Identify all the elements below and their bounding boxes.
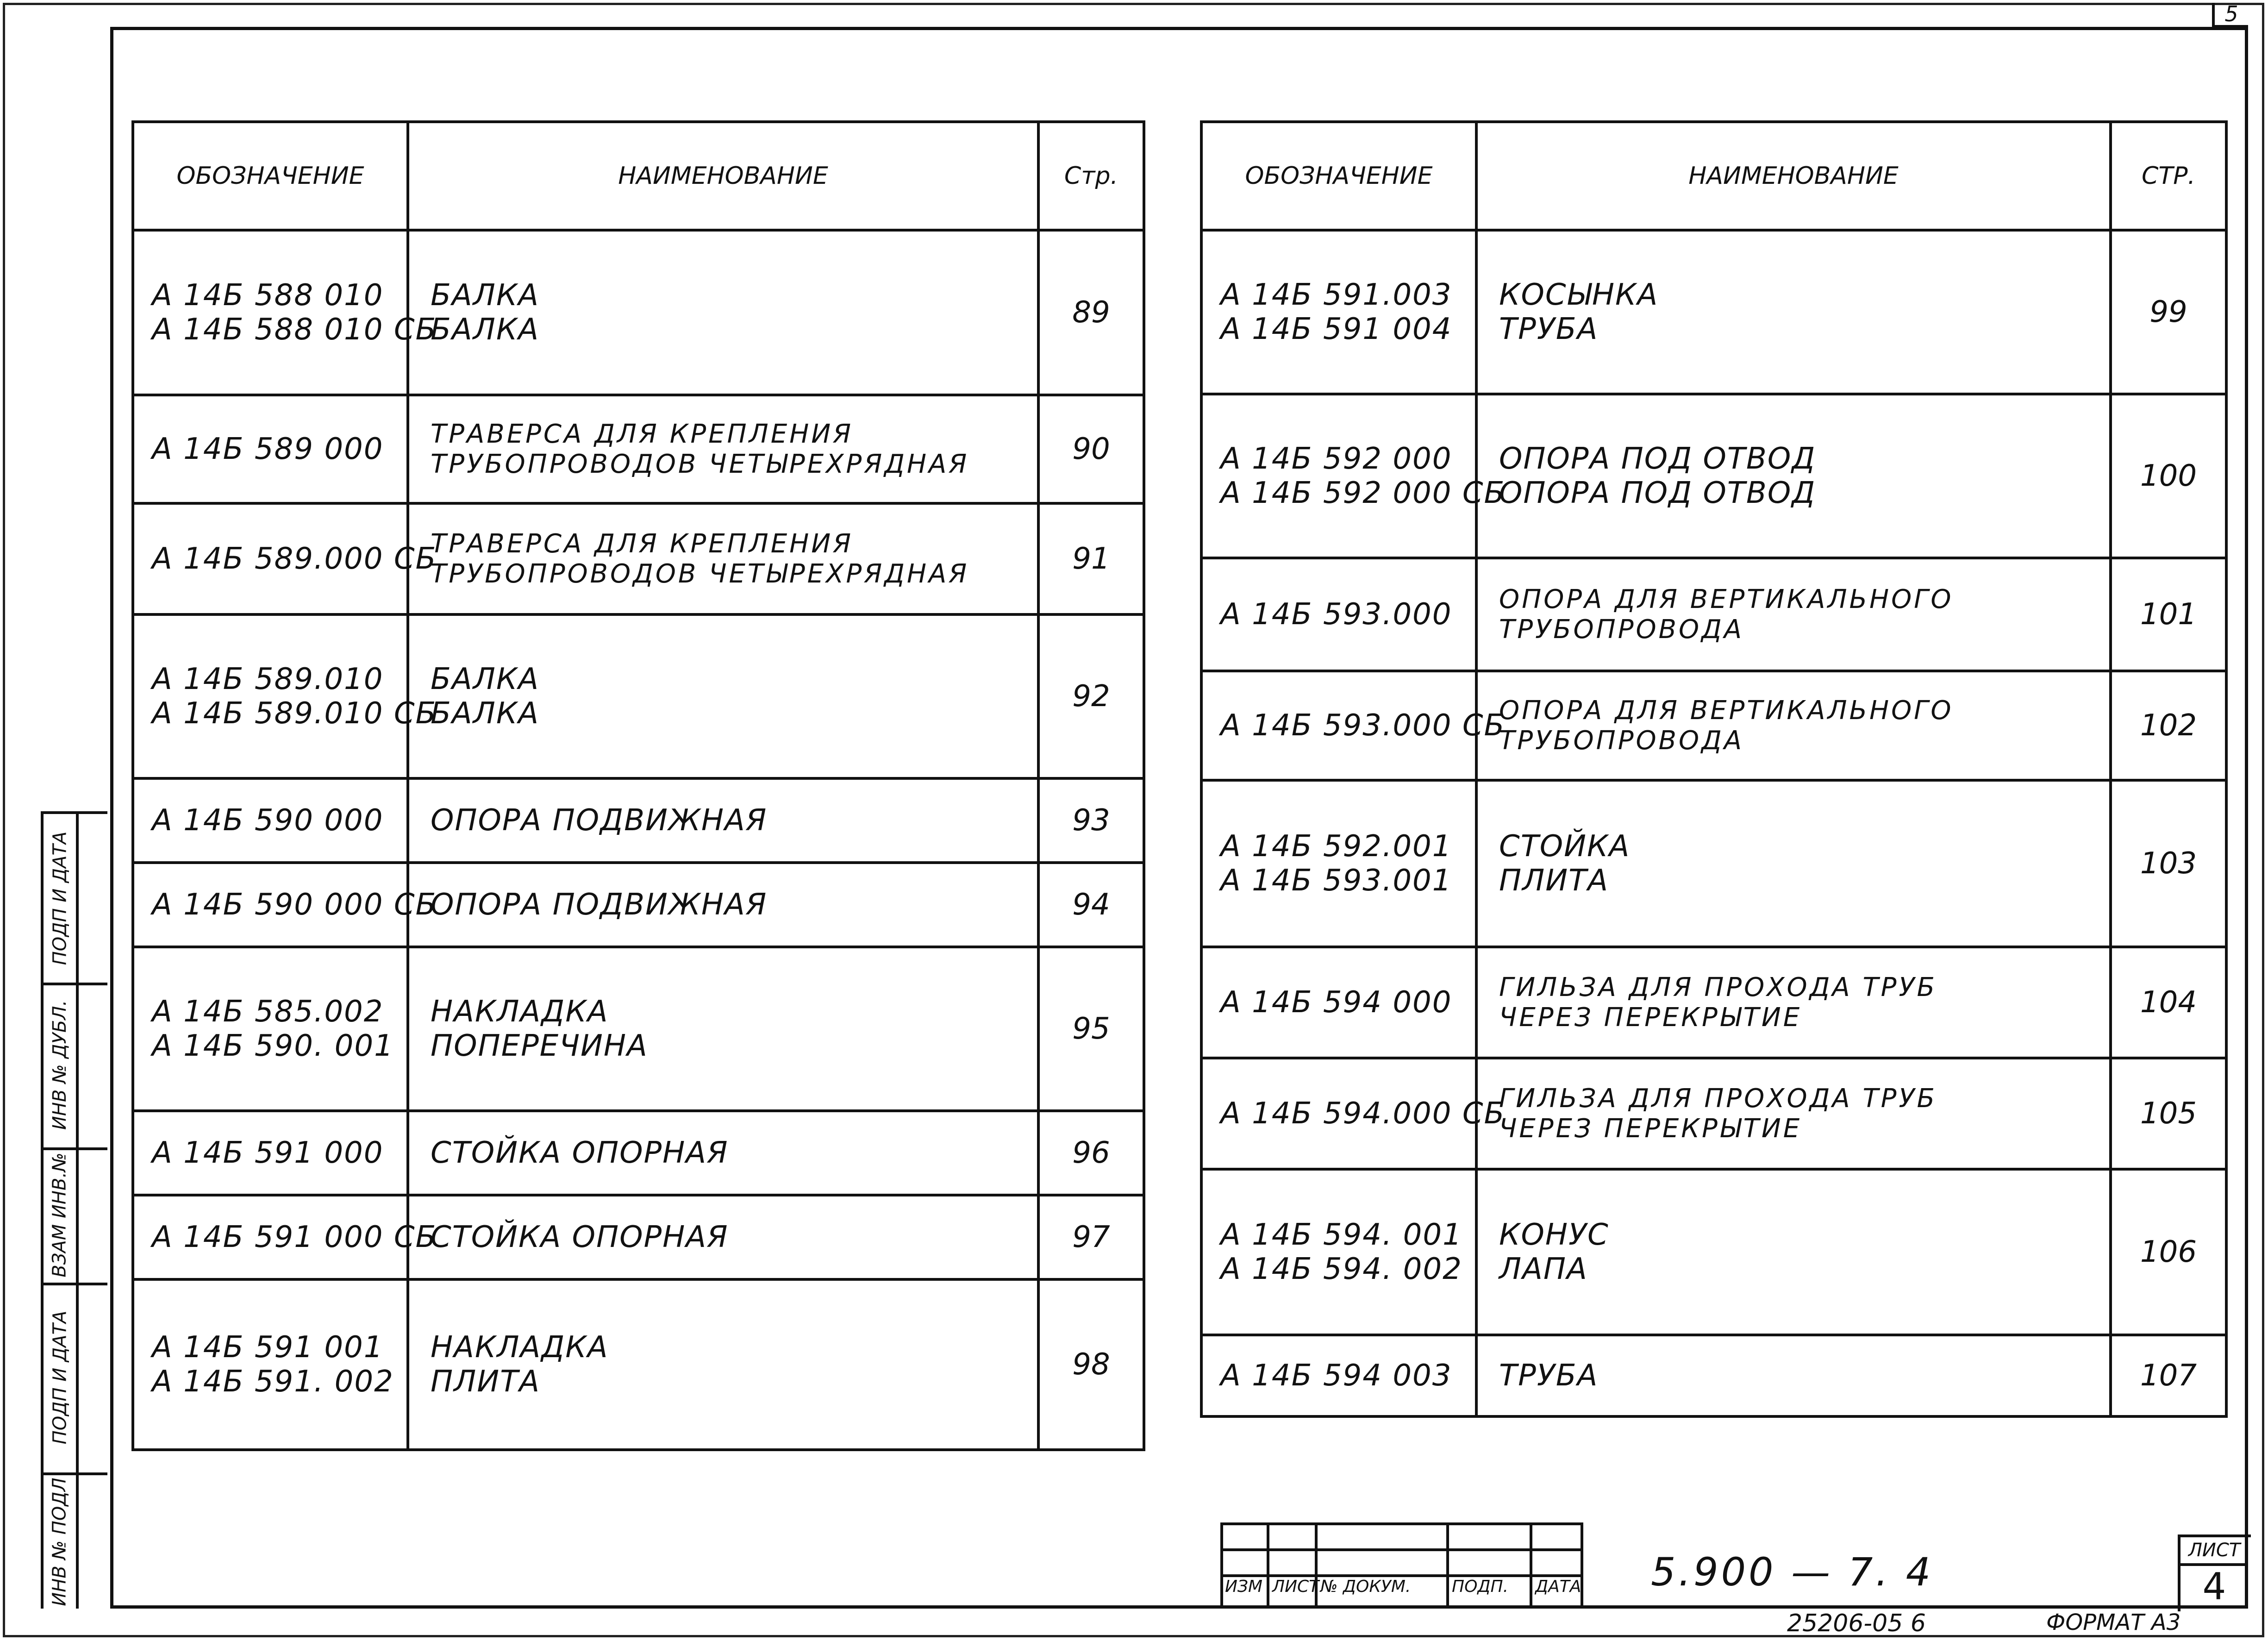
designation-text: А 14Б 594 000 <box>1220 985 1452 1020</box>
header-name: НАИМЕНОВАНИЕ <box>408 122 1038 230</box>
page-number: 98 <box>1072 1347 1110 1382</box>
designation-text: А 14Б 589.010 СБ <box>152 696 437 731</box>
format-label: ФОРМАТ А3 <box>2046 1610 2181 1635</box>
name-text: ТРАВЕРСА ДЛЯ КРЕПЛЕНИЯ <box>431 529 854 559</box>
table-row <box>1201 947 2226 1058</box>
designation-cell <box>133 395 408 503</box>
name-text: ЧЕРЕЗ ПЕРЕКРЫТИЕ <box>1499 1114 1802 1144</box>
page-number-cell <box>1038 503 1144 614</box>
designation-text: А 14Б 585.002 <box>152 995 384 1029</box>
table-row <box>1201 1058 2226 1169</box>
side-stamp-cell <box>44 1472 107 1611</box>
corner-sheet-number <box>2212 3 2248 28</box>
page-number-cell <box>2111 558 2226 671</box>
page-number: 90 <box>1072 432 1110 466</box>
page-number-cell <box>1038 1279 1144 1450</box>
designation-text: А 14Б 588 010 <box>152 278 384 313</box>
name-text: ОПОРА ПОД ОТВОД <box>1499 476 1816 510</box>
name-text: БАЛКА <box>431 696 540 731</box>
name-text: СТОЙКА ОПОРНАЯ <box>431 1136 729 1170</box>
designation-text: А 14Б 590 000 СБ <box>152 888 437 922</box>
name-text: ГИЛЬЗА ДЛЯ ПРОХОДА ТРУБ <box>1499 972 1937 1002</box>
page-number: 104 <box>2140 985 2197 1020</box>
page-number: 97 <box>1072 1220 1110 1254</box>
designation-cell <box>133 863 437 947</box>
name-text: ЧЕРЕЗ ПЕРЕКРЫТИЕ <box>1499 1002 1802 1033</box>
side-stamp-label: ПОДП И ДАТА <box>49 831 70 965</box>
page-number-cell <box>1038 230 1144 395</box>
side-stamp-label: ВЗАМ ИНВ.№ <box>49 1152 70 1278</box>
header-designation: ОБОЗНАЧЕНИЕ <box>1201 122 1476 230</box>
page-number-cell <box>1038 1111 1144 1195</box>
name-text: ОПОРА ДЛЯ ВЕРТИКАЛЬНОГО <box>1499 584 1954 614</box>
designation-cell <box>1201 671 1506 780</box>
table-row <box>133 1195 1144 1279</box>
name-text: БАЛКА <box>431 278 540 313</box>
label-date: ДАТА <box>1535 1577 1581 1596</box>
page-number: 101 <box>2140 597 2197 632</box>
designation-cell <box>133 1195 437 1279</box>
designation-text: А 14Б 590 000 <box>152 803 384 838</box>
designation-cell <box>1201 1169 1476 1335</box>
designation-text: А 14Б 591 000 СБ <box>152 1220 437 1254</box>
grid-line <box>1267 1522 1269 1609</box>
sheet-number-box <box>2178 1535 2251 1611</box>
designation-cell <box>1201 558 1476 671</box>
designation-cell <box>1201 1335 1476 1416</box>
name-text: ТРУБОПРОВОДА <box>1499 614 1744 645</box>
designation-text: А 14Б 593.001 <box>1220 864 1452 898</box>
name-text: ПЛИТА <box>431 1365 540 1399</box>
right-contents-table <box>1200 120 2228 1418</box>
name-cell <box>1476 558 2111 671</box>
label-revision: ИЗМ <box>1225 1577 1263 1596</box>
page-number-cell <box>1038 947 1144 1111</box>
page-number: 94 <box>1072 888 1110 922</box>
name-text: ТРУБА <box>1499 1359 1599 1393</box>
sheet-number: 4 <box>2202 1565 2226 1608</box>
name-text: ТРУБОПРОВОДОВ ЧЕТЫРЕХРЯДНАЯ <box>431 559 969 589</box>
name-text: ОПОРА ПОД ОТВОД <box>1499 442 1816 476</box>
corner-sheet-number-text: 5 <box>2224 1 2238 26</box>
label-document-no: № ДОКУМ. <box>1320 1577 1411 1596</box>
name-text: СТОЙКА ОПОРНАЯ <box>431 1220 729 1254</box>
label-signature: ПОДП. <box>1452 1577 1509 1596</box>
designation-text: А 14Б 591 004 <box>1220 312 1452 346</box>
page-number-cell <box>2111 1335 2226 1416</box>
name-text: ЛАПА <box>1499 1252 1588 1286</box>
page-number-cell <box>1038 778 1144 863</box>
page-number: 107 <box>2140 1359 2197 1393</box>
table-header-row <box>1201 122 2226 230</box>
name-text: ТРАВЕРСА ДЛЯ КРЕПЛЕНИЯ <box>431 419 854 449</box>
page-number: 99 <box>2149 295 2187 329</box>
page-number: 89 <box>1072 295 1110 330</box>
name-text: БАЛКА <box>431 662 540 696</box>
header-designation: ОБОЗНАЧЕНИЕ <box>133 122 408 230</box>
name-text: ТРУБОПРОВОДА <box>1499 726 1744 756</box>
side-stamp-cell <box>44 814 107 985</box>
name-text: ОПОРА ДЛЯ ВЕРТИКАЛЬНОГО <box>1499 695 1954 726</box>
name-cell <box>408 503 1038 614</box>
name-cell <box>408 778 1038 863</box>
name-text: ТРУБОПРОВОДОВ ЧЕТЫРЕХРЯДНАЯ <box>431 449 969 479</box>
side-stamp-cell <box>44 983 107 1150</box>
name-text: НАКЛАДКА <box>431 995 609 1029</box>
label-sheet: ЛИСТ <box>1272 1577 1319 1596</box>
table-row <box>1201 230 2226 394</box>
designation-cell <box>1201 230 1476 394</box>
page-number-cell <box>1038 614 1144 778</box>
page-number: 95 <box>1072 1012 1110 1046</box>
header-page: СТР. <box>2111 122 2226 230</box>
table-row <box>1201 780 2226 947</box>
page-number: 106 <box>2140 1235 2197 1269</box>
designation-text: А 14Б 594. 001 <box>1220 1218 1462 1252</box>
table-row <box>133 395 1144 503</box>
name-cell <box>408 1279 1038 1450</box>
designation-text: А 14Б 589 000 <box>152 432 384 466</box>
designation-cell <box>1201 947 1476 1058</box>
designation-cell <box>1201 1058 1506 1169</box>
table-row <box>133 230 1144 395</box>
grid-line <box>1446 1522 1449 1609</box>
designation-text: А 14Б 593.000 СБ <box>1220 708 1506 743</box>
page-number-cell <box>2111 947 2226 1058</box>
page-number: 100 <box>2140 459 2197 493</box>
page-number-cell <box>2111 394 2226 558</box>
designation-text: А 14Б 588 010 СБ <box>152 313 437 347</box>
header-name: НАИМЕНОВАНИЕ <box>1476 122 2111 230</box>
name-cell <box>408 395 1038 503</box>
name-cell <box>1476 230 2111 394</box>
side-stamp-cell <box>44 1283 107 1475</box>
name-text: КОНУС <box>1499 1218 1609 1252</box>
designation-cell <box>133 778 408 863</box>
sheet-label: ЛИСТ <box>2181 1537 2248 1566</box>
designation-cell <box>133 503 437 614</box>
page-number: 103 <box>2140 846 2197 881</box>
page-number-cell <box>2111 1058 2226 1169</box>
table-row <box>1201 394 2226 558</box>
designation-cell <box>133 230 437 395</box>
designation-text: А 14Б 594.000 СБ <box>1220 1096 1506 1131</box>
side-stamp <box>41 811 107 1609</box>
designation-text: А 14Б 591.003 <box>1220 278 1452 312</box>
designation-text: А 14Б 591 001 <box>152 1330 384 1365</box>
page-number-cell <box>1038 863 1144 947</box>
page-number-cell <box>2111 230 2226 394</box>
table-row <box>133 1111 1144 1195</box>
page-number: 96 <box>1072 1136 1110 1170</box>
designation-text: А 14Б 589.010 <box>152 662 384 696</box>
title-block <box>1220 1522 2248 1609</box>
name-cell <box>408 230 1038 395</box>
archive-number: 25206-05 6 <box>1787 1610 1926 1637</box>
designation-text: А 14Б 592 000 СБ <box>1220 476 1506 510</box>
page-number: 105 <box>2140 1096 2197 1131</box>
designation-text: А 14Б 594. 002 <box>1220 1252 1462 1286</box>
page-number: 93 <box>1072 803 1110 838</box>
designation-text: А 14Б 593.000 <box>1220 597 1452 632</box>
name-cell <box>408 947 1038 1111</box>
designation-text: А 14Б 592 000 <box>1220 442 1452 476</box>
table-row <box>133 503 1144 614</box>
name-cell <box>1476 394 2111 558</box>
designation-text: А 14Б 591. 002 <box>152 1365 394 1399</box>
name-text: ОПОРА ПОДВИЖНАЯ <box>431 803 768 838</box>
side-stamp-label: ИНВ № ДУБЛ. <box>49 1000 70 1130</box>
table-row <box>133 947 1144 1111</box>
page-number: 91 <box>1072 542 1110 576</box>
side-stamp-label: ПОДП И ДАТА <box>49 1310 70 1445</box>
table-row <box>1201 558 2226 671</box>
designation-cell <box>1201 780 1476 947</box>
designation-text: А 14Б 591 000 <box>152 1136 384 1170</box>
page-number-cell <box>2111 671 2226 780</box>
page-number: 102 <box>2140 708 2197 743</box>
table-row <box>133 778 1144 863</box>
table-row <box>133 614 1144 778</box>
name-cell <box>1476 947 2111 1058</box>
document-code: 5.900 — 7. 4 <box>1651 1549 1934 1595</box>
name-text: ПОПЕРЕЧИНА <box>431 1029 648 1063</box>
name-text: НАКЛАДКА <box>431 1330 609 1365</box>
name-cell <box>408 614 1038 778</box>
name-cell <box>408 1195 1038 1279</box>
designation-text: А 14Б 590. 001 <box>152 1029 394 1063</box>
table-row <box>1201 1335 2226 1416</box>
page-number-cell <box>2111 1169 2226 1335</box>
table-row <box>133 863 1144 947</box>
name-cell <box>1476 780 2111 947</box>
table-header-row <box>133 122 1144 230</box>
designation-cell <box>133 1279 408 1450</box>
header-page: Стр. <box>1038 122 1144 230</box>
name-text: ПЛИТА <box>1499 864 1609 898</box>
name-cell <box>408 863 1038 947</box>
left-contents-table <box>131 120 1145 1451</box>
name-text: ТРУБА <box>1499 312 1599 346</box>
page-number-cell <box>1038 1195 1144 1279</box>
name-cell <box>1476 1169 2111 1335</box>
table-row <box>133 1279 1144 1450</box>
table-row <box>1201 1169 2226 1335</box>
designation-text: А 14Б 594 003 <box>1220 1359 1452 1393</box>
table-row <box>1201 671 2226 780</box>
name-cell <box>408 1111 1038 1195</box>
page-number-cell <box>2111 780 2226 947</box>
name-text: СТОЙКА <box>1499 829 1631 864</box>
designation-cell <box>133 947 408 1111</box>
page-number: 92 <box>1072 679 1110 714</box>
name-cell <box>1476 1335 2111 1416</box>
designation-cell <box>133 1111 408 1195</box>
side-stamp-cell <box>44 1147 107 1285</box>
designation-text: А 14Б 589.000 СБ <box>152 542 437 576</box>
side-stamp-label: ИНВ № ПОДЛ <box>49 1478 70 1606</box>
name-text: ОПОРА ПОДВИЖНАЯ <box>431 888 768 922</box>
name-text: КОСЫНКА <box>1499 278 1659 312</box>
grid-line <box>1220 1548 1583 1551</box>
name-text: ГИЛЬЗА ДЛЯ ПРОХОДА ТРУБ <box>1499 1084 1937 1114</box>
name-text: БАЛКА <box>431 313 540 347</box>
name-cell <box>1476 1058 2111 1169</box>
designation-text: А 14Б 592.001 <box>1220 829 1452 864</box>
designation-cell <box>1201 394 1506 558</box>
page-number-cell <box>1038 395 1144 503</box>
grid-line <box>1530 1522 1532 1609</box>
name-cell <box>1476 671 2111 780</box>
designation-cell <box>133 614 437 778</box>
